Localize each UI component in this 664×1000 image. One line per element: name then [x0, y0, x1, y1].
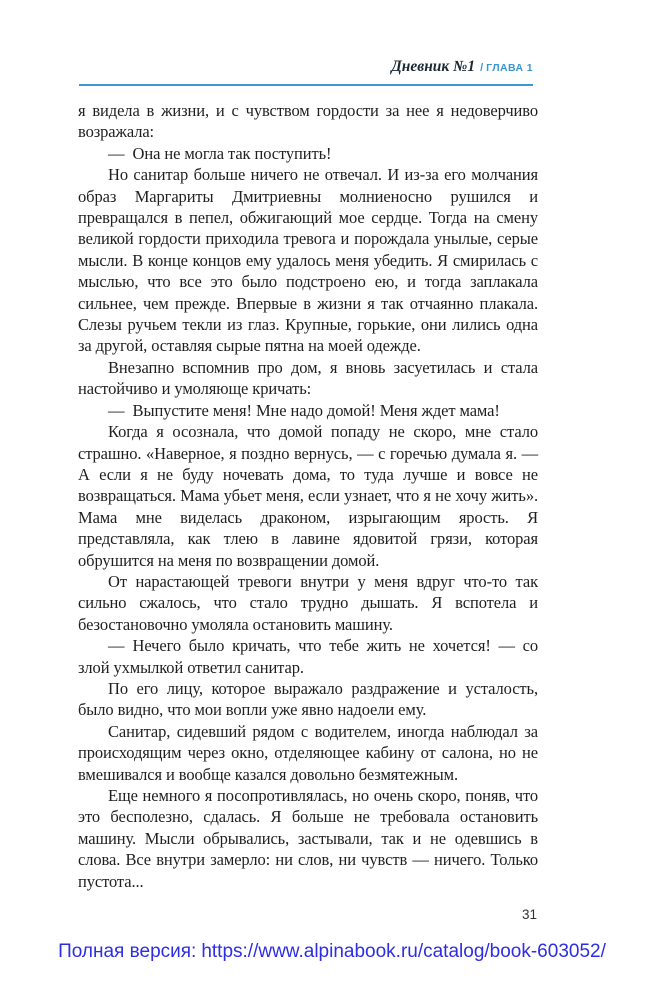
- paragraph: Еще немного я посопротивлялась, но очень скоро, поняв, что это бесполезно, сдалась. Я больше не требовала остановить машину. Мысли обрывались, застывали, так и не одевшись в слова. Все внутри замерло: ни слов, ни чувств — ничего. Только пустота...: [78, 786, 538, 891]
- paragraph: Санитар, сидевший рядом с водителем, иногда наблюдал за происходящим через окно, отделяющее кабину от салона, но не вмешивался и вообще казался довольно безмятежным.: [78, 721, 538, 784]
- dialogue-paragraph: — Выпустите меня! Мне надо домой! Меня ждет мама!: [108, 400, 500, 420]
- paragraph: я видела в жизни, и с чувством гордости за нее я недоверчиво возражала:: [78, 101, 538, 142]
- paragraph: Когда я осознала, что домой попаду не скоро, мне стало страшно. «Наверное, я поздно вернусь, — с горечью думала я. — А если я не буду ночевать дома, то туда лучше и вовсе не возвращаться. Мама убьет меня, если узнает, что я не хочу жить». Мама мне виделась драконом, изрыгающим ярость. Я представляла, как тлею в лавине ядовитой грязи, которая обрушится на меня по возвращении домой.: [78, 422, 538, 570]
- paragraph: От нарастающей тревоги внутри у меня вдруг что-то так сильно сжалось, что стало трудно дышать. Я вспотела и безостановочно умоляла остановить машину.: [78, 571, 538, 634]
- dialogue-paragraph: — Нечего было кричать, что тебе жить не хочется! — со злой ухмылкой ответил санитар.: [78, 636, 538, 677]
- paragraph: Но санитар больше ничего не отвечал. И из-за его молчания образ Маргариты Дмитриевны молниеносно рушился и превращался в пепел, обжигающий мое сердце. Тогда на смену великой гордости приходила тревога и порождала унылые, серые мысли. В конце концов ему удалось меня убедить. Я смирилась с мыслью, что все это было подстроено ею, и тогда заплакала сильнее, чем прежде. Впервые в жизни я так отчаянно плакала. Слезы ручьем текли из глаз. Крупные, горькие, они лились одна за другой, оставляя сырые пятна на моей одежде.: [78, 165, 538, 356]
- page-header: [79, 58, 533, 86]
- header-separator: /: [480, 62, 484, 74]
- full-version-label: Полная версия:: [58, 941, 197, 962]
- paragraph: Внезапно вспомнив про дом, я вновь засуетилась и стала настойчиво и умоляюще кричать:: [78, 357, 538, 399]
- footer-link-row: [0, 941, 664, 963]
- dialogue-paragraph: — Она не могла так поступить!: [108, 143, 332, 163]
- chapter-label: ГЛАВА 1: [486, 62, 533, 74]
- paragraph: По его лицу, которое выражало раздражение и усталость, было видно, что мои вопли уже явно надоели ему.: [78, 678, 538, 720]
- page-body: [78, 100, 538, 892]
- book-title: Дневник №1: [391, 58, 476, 75]
- book-url-link[interactable]: https://www.alpinabook.ru/catalog/book-603052/: [201, 941, 606, 962]
- page-number: 31: [521, 907, 537, 922]
